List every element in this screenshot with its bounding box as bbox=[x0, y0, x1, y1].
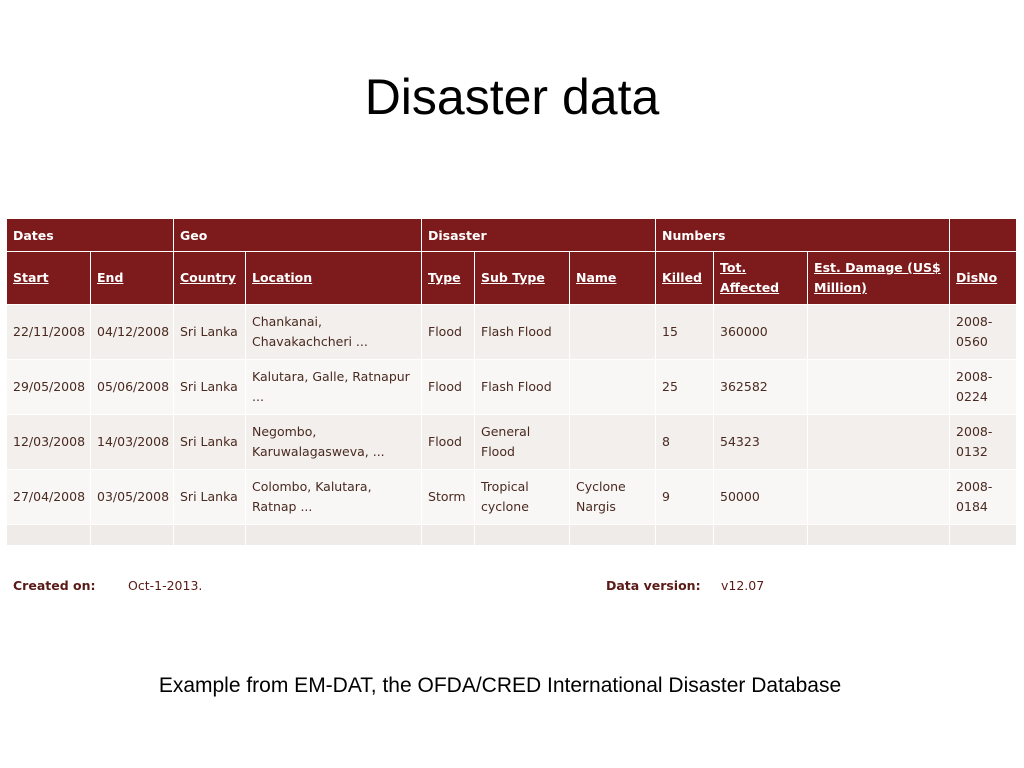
table-row bbox=[7, 305, 1017, 360]
group-header-dates: Dates bbox=[7, 219, 174, 252]
group-header-geo: Geo bbox=[174, 219, 422, 252]
cell-disno: 2008-0184 bbox=[950, 470, 1017, 525]
cell-end: 05/06/2008 bbox=[91, 360, 174, 415]
group-header-row bbox=[7, 219, 1017, 252]
cell-disno: 2008-0132 bbox=[950, 415, 1017, 470]
cell-type: Flood bbox=[422, 360, 475, 415]
cell-country: Sri Lanka bbox=[174, 360, 246, 415]
cell-type: Flood bbox=[422, 415, 475, 470]
cell-est-damage bbox=[808, 415, 950, 470]
cell-location: Kalutara, Galle, Ratnapur ... bbox=[246, 360, 422, 415]
cell-name bbox=[570, 305, 656, 360]
cell-country: Sri Lanka bbox=[174, 305, 246, 360]
cell-end: 04/12/2008 bbox=[91, 305, 174, 360]
page-title: Disaster data bbox=[364, 69, 660, 125]
cell-location: Chankanai, Chavakachcheri ... bbox=[246, 305, 422, 360]
cell-type: Flood bbox=[422, 305, 475, 360]
cell-killed: 25 bbox=[656, 360, 714, 415]
cell-name: Cyclone Nargis bbox=[570, 470, 656, 525]
cell-tot-affected: 360000 bbox=[714, 305, 808, 360]
column-header-country[interactable]: Country bbox=[174, 252, 246, 305]
cell-type: Storm bbox=[422, 470, 475, 525]
cell-disno: 2008-0560 bbox=[950, 305, 1017, 360]
column-header-sub-type[interactable]: Sub Type bbox=[475, 252, 570, 305]
cell-start: 12/03/2008 bbox=[7, 415, 91, 470]
cell-killed: 8 bbox=[656, 415, 714, 470]
disaster-table bbox=[6, 218, 1017, 546]
cell-killed: 9 bbox=[656, 470, 714, 525]
cell-end: 03/05/2008 bbox=[91, 470, 174, 525]
cell-tot-affected: 54323 bbox=[714, 415, 808, 470]
column-header-row bbox=[7, 252, 1017, 305]
cell-start: 27/04/2008 bbox=[7, 470, 91, 525]
cell-est-damage bbox=[808, 360, 950, 415]
column-header-end[interactable]: End bbox=[91, 252, 174, 305]
cell-sub-type: Flash Flood bbox=[475, 305, 570, 360]
column-header-location[interactable]: Location bbox=[246, 252, 422, 305]
cell-tot-affected: 50000 bbox=[714, 470, 808, 525]
cell-start: 22/11/2008 bbox=[7, 305, 91, 360]
column-header-killed[interactable]: Killed bbox=[656, 252, 714, 305]
cell-country: Sri Lanka bbox=[174, 470, 246, 525]
created-on-label: Created on: bbox=[13, 578, 96, 593]
cell-est-damage bbox=[808, 470, 950, 525]
group-header-blank bbox=[950, 219, 1017, 252]
table-row bbox=[7, 360, 1017, 415]
column-header-start[interactable]: Start bbox=[7, 252, 91, 305]
column-header-est-damage[interactable]: Est. Damage (US$ Million) bbox=[808, 252, 950, 305]
cell-end: 14/03/2008 bbox=[91, 415, 174, 470]
cell-killed: 15 bbox=[656, 305, 714, 360]
cell-tot-affected: 362582 bbox=[714, 360, 808, 415]
column-header-name[interactable]: Name bbox=[570, 252, 656, 305]
cell-start: 29/05/2008 bbox=[7, 360, 91, 415]
table-row bbox=[7, 415, 1017, 470]
data-version-value: v12.07 bbox=[721, 578, 765, 593]
cell-name bbox=[570, 415, 656, 470]
slide-caption: Example from EM-DAT, the OFDA/CRED International Disaster Database bbox=[158, 674, 842, 697]
column-header-type[interactable]: Type bbox=[422, 252, 475, 305]
cell-sub-type: General Flood bbox=[475, 415, 570, 470]
column-header-disno[interactable]: DisNo bbox=[950, 252, 1017, 305]
disaster-table-container bbox=[6, 218, 1016, 546]
created-on-value: Oct-1-2013. bbox=[128, 578, 203, 593]
cell-location: Negombo, Karuwalagasweva, ... bbox=[246, 415, 422, 470]
cell-sub-type: Tropical cyclone bbox=[475, 470, 570, 525]
cell-location: Colombo, Kalutara, Ratnap ... bbox=[246, 470, 422, 525]
data-version-label: Data version: bbox=[606, 578, 701, 593]
cell-sub-type: Flash Flood bbox=[475, 360, 570, 415]
table-row-empty bbox=[7, 525, 1017, 546]
group-header-numbers: Numbers bbox=[656, 219, 950, 252]
cell-disno: 2008-0224 bbox=[950, 360, 1017, 415]
column-header-tot-affected[interactable]: Tot. Affected bbox=[714, 252, 808, 305]
cell-est-damage bbox=[808, 305, 950, 360]
group-header-disaster: Disaster bbox=[422, 219, 656, 252]
cell-country: Sri Lanka bbox=[174, 415, 246, 470]
cell-name bbox=[570, 360, 656, 415]
table-row bbox=[7, 470, 1017, 525]
